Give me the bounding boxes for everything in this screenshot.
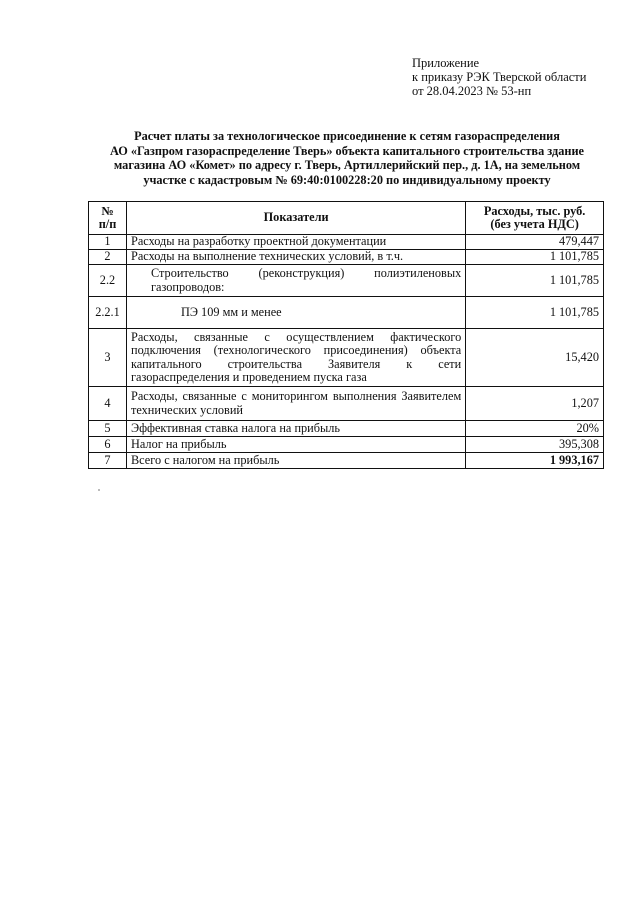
calculation-table: [88, 201, 604, 469]
appendix-line-3: от 28.04.2023 № 53-нп: [412, 84, 532, 98]
header-value-line-2: (без учета НДС): [490, 217, 579, 231]
row-value: 20%: [466, 421, 604, 437]
row-name: Расходы на выполнение технических условий, в т.ч.: [126, 250, 465, 265]
row-value-total: 1 993,167: [466, 453, 604, 469]
row-name: Налог на прибыль: [126, 437, 465, 453]
table-header-row: [89, 202, 604, 235]
header-value-line-1: Расходы, тыс. руб.: [483, 203, 586, 218]
row-num: 2.2: [89, 265, 127, 297]
row-value: 1,207: [466, 387, 604, 421]
row-name: Расходы, связанные с мониторингом выполнения Заявителем технических условий: [126, 387, 465, 421]
row-value: 395,308: [466, 437, 604, 453]
row-name: Строительство (реконструкция) полиэтиленовых газопроводов:: [126, 265, 465, 297]
title-line-3: магазина АО «Комет» по адресу г. Тверь, Артиллерийский пер., д. 1А, на земельном: [113, 158, 581, 172]
header-name: Показатели: [126, 202, 465, 235]
row-name: Эффективная ставка налога на прибыль: [126, 421, 465, 437]
row-num: 4: [89, 387, 127, 421]
document-title: [88, 129, 606, 187]
table-row: [89, 437, 604, 453]
table-row: [89, 387, 604, 421]
row-num: 2: [89, 250, 127, 265]
row-num: 5: [89, 421, 127, 437]
table-row: [89, 421, 604, 437]
row-num: 3: [89, 329, 127, 387]
scan-speck: [98, 489, 100, 491]
table-row: [89, 329, 604, 387]
table-row: [89, 235, 604, 250]
appendix-line-2: к приказу РЭК Тверской области: [412, 70, 587, 84]
row-value: 1 101,785: [466, 265, 604, 297]
title-line-4: участке с кадастровым № 69:40:0100228:20 по индивидуальному проекту: [143, 172, 551, 187]
header-num: [89, 202, 127, 235]
table-row-total: [89, 453, 604, 469]
row-value: 1 101,785: [466, 297, 604, 329]
row-value: 1 101,785: [466, 250, 604, 265]
row-value: 479,447: [466, 235, 604, 250]
title-line-2: АО «Газпром газораспределение Тверь» объекта капитального строительства здание: [109, 143, 585, 158]
row-name: Всего с налогом на прибыль: [126, 453, 465, 469]
row-value: 15,420: [466, 329, 604, 387]
row-num: 1: [89, 235, 127, 250]
table-row: [89, 250, 604, 265]
row-name: Расходы, связанные с осуществлением фактического подключения (технологического присоединения) объекта капитального строительства Заявителя к сети газораспределения и проведением пуска газа: [126, 329, 465, 387]
appendix-note: [412, 56, 586, 98]
row-num: 7: [89, 453, 127, 469]
header-num-line-1: №: [101, 203, 114, 218]
title-line-1: Расчет платы за технологическое присоединение к сетям газораспределения: [134, 129, 560, 143]
header-num-line-2: п/п: [98, 217, 117, 231]
appendix-line-1: Приложение: [412, 56, 480, 70]
header-value: [466, 202, 604, 235]
row-num: 2.2.1: [89, 297, 127, 329]
table-row: [89, 265, 604, 297]
row-num: 6: [89, 437, 127, 453]
row-name: ПЭ 109 мм и менее: [126, 297, 465, 329]
row-name: Расходы на разработку проектной документации: [126, 235, 465, 250]
table-row: [89, 297, 604, 329]
